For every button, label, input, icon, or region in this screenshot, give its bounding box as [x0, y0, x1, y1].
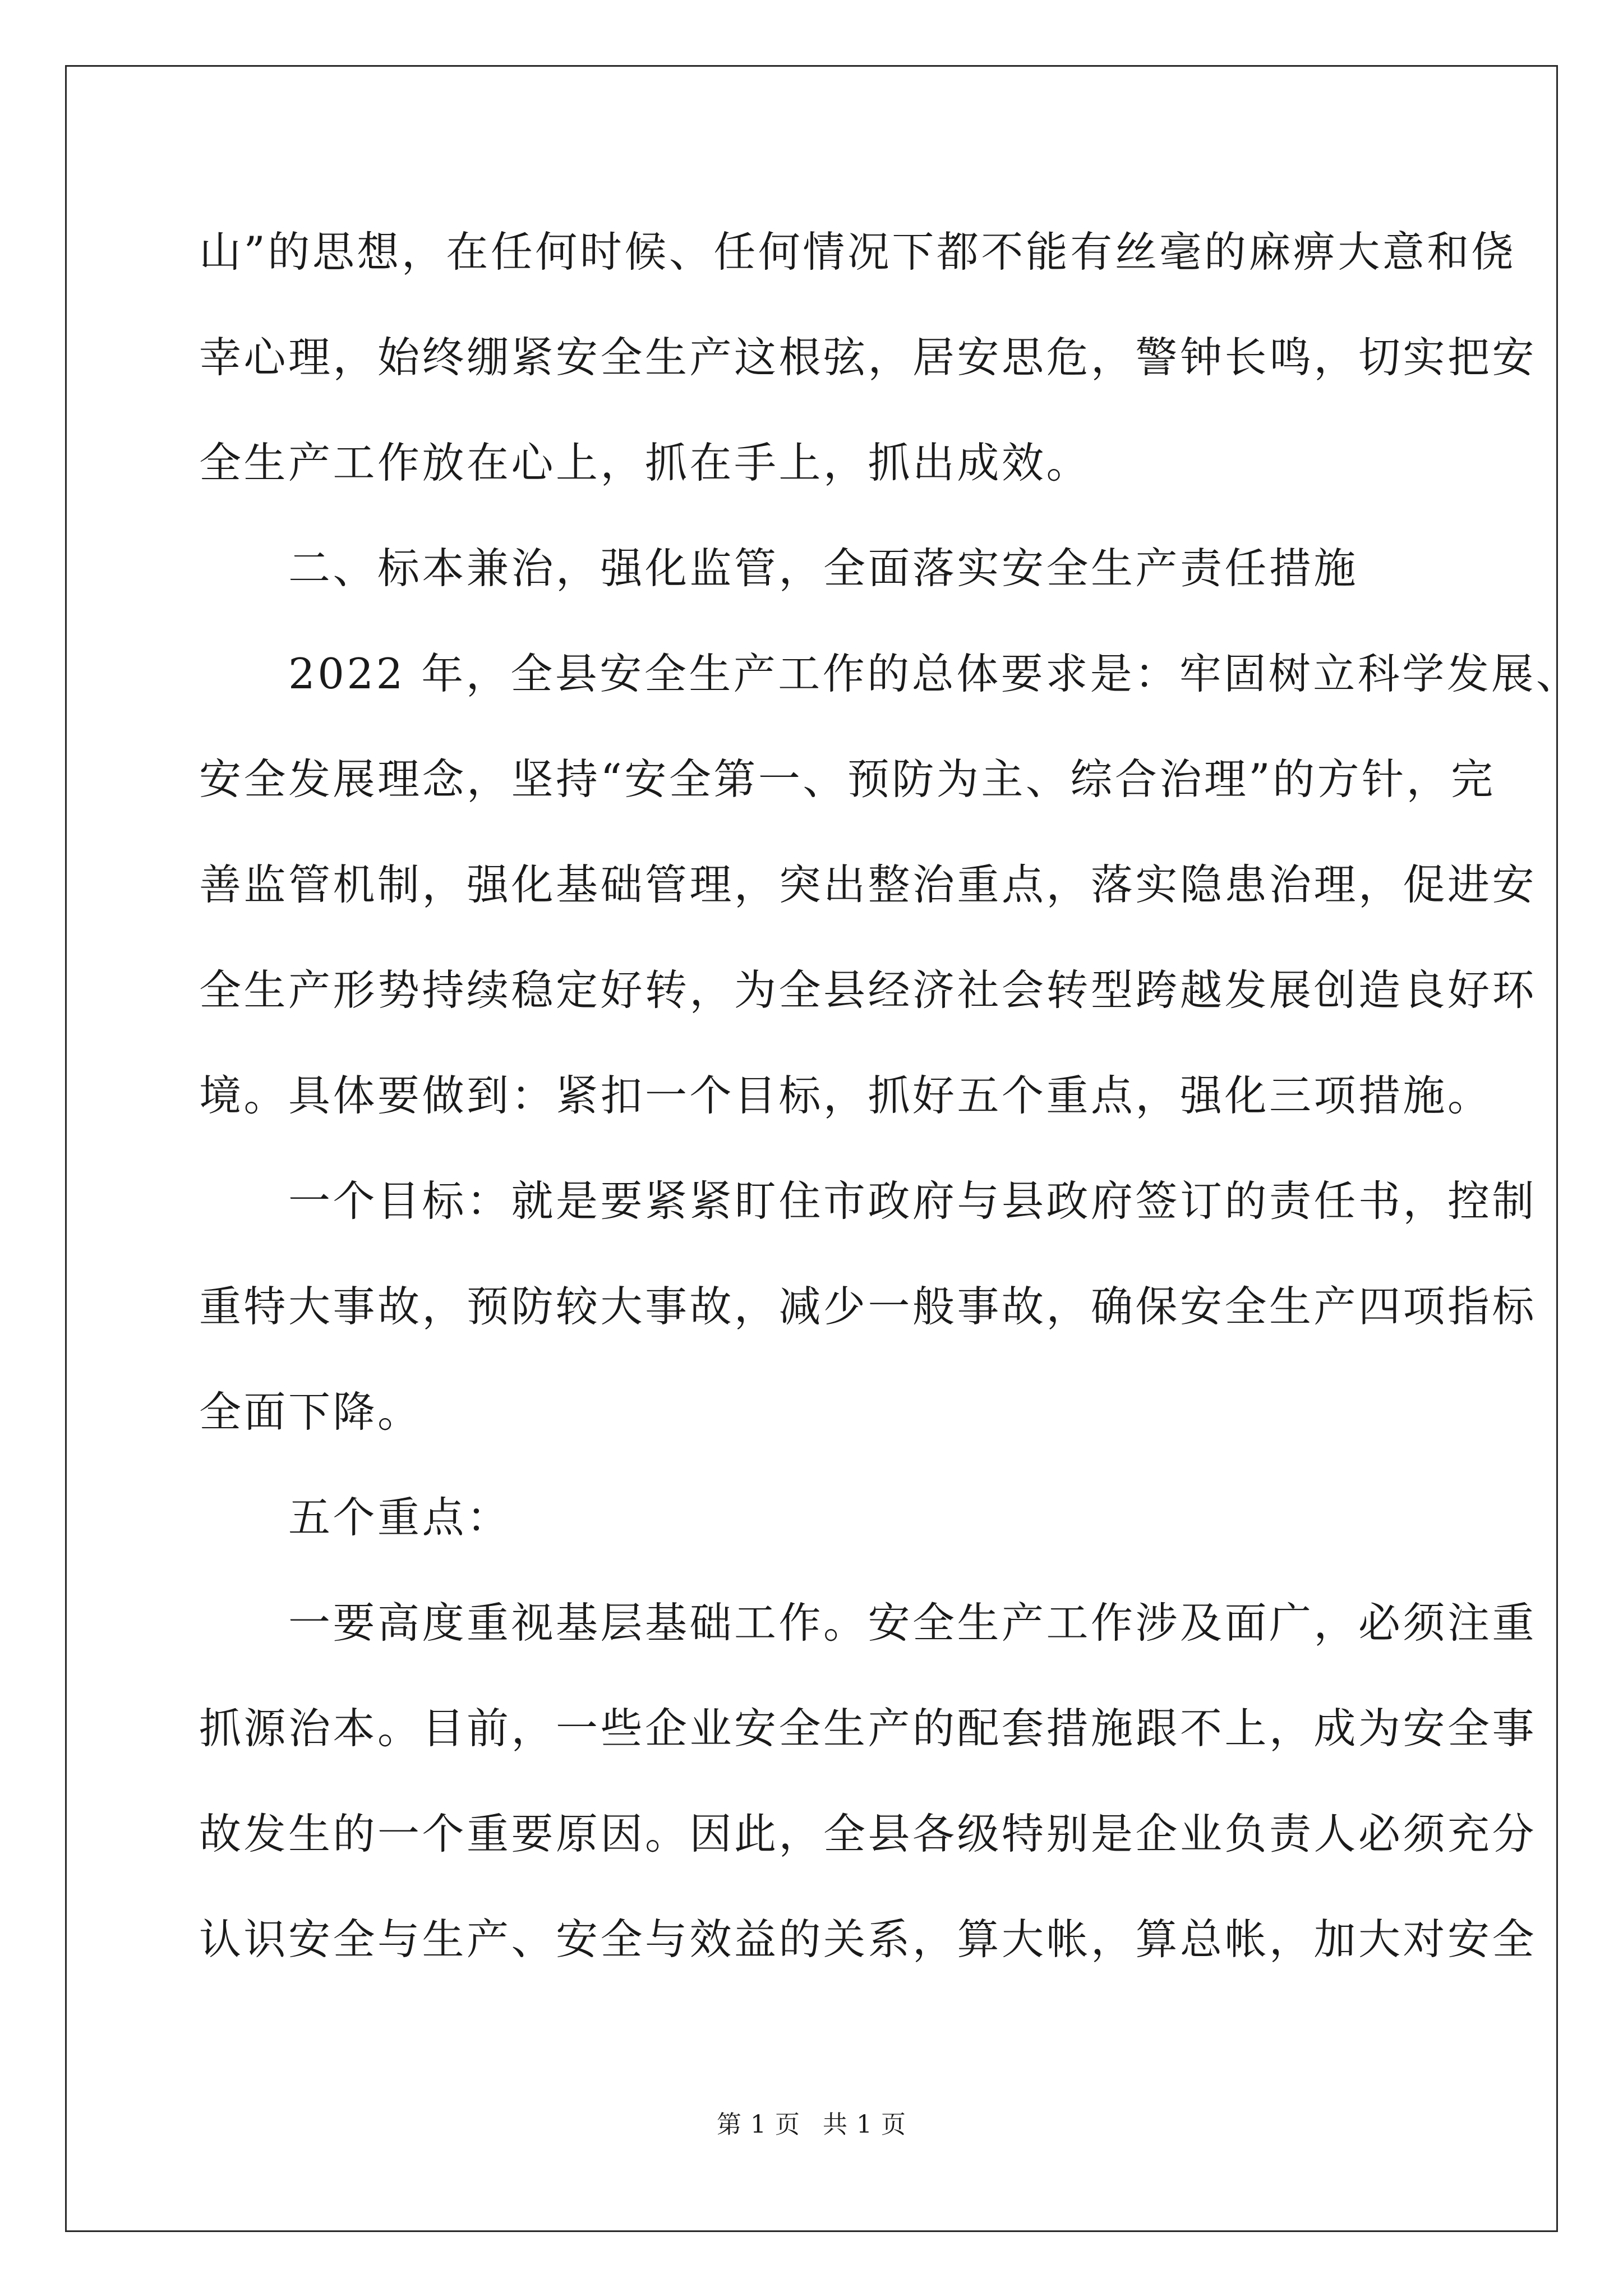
- page-footer: [0, 2108, 1623, 2142]
- text-line: 全生产工作放在心上，抓在手上，抓出成效。: [199, 438, 1091, 487]
- text-line: 五个重点：: [199, 1493, 511, 1542]
- page-total: 共 1 页: [823, 2110, 906, 2139]
- text-line: 重特大事故，预防较大事故，减少一般事故，确保安全生产四项指标: [199, 1282, 1537, 1331]
- text-line: 故发生的一个重要原因。因此，全县各级特别是企业负责人必须充分: [199, 1809, 1537, 1858]
- text-line: 安全发展理念，坚持“安全第一、预防为主、综合治理”的方针，完: [199, 754, 1496, 804]
- section-heading: 二、标本兼治，强化监管，全面落实安全生产责任措施: [199, 544, 1359, 593]
- text-line: 全生产形势持续稳定好转，为全县经济社会转型跨越发展创造良好环: [199, 965, 1537, 1015]
- page-number: 第 1 页: [717, 2110, 800, 2139]
- text-line: 认识安全与生产、安全与效益的关系，算大帐，算总帐，加大对安全: [199, 1915, 1537, 1964]
- text-line: 抓源治本。目前，一些企业安全生产的配套措施跟不上，成为安全事: [199, 1704, 1537, 1753]
- text-line: 一要高度重视基层基础工作。安全生产工作涉及面广，必须注重: [199, 1598, 1537, 1648]
- text-line: 幸心理，始终绷紧安全生产这根弦，居安思危，警钟长鸣，切实把安: [199, 333, 1537, 382]
- text-line: 2022 年，全县安全生产工作的总体要求是：牢固树立科学发展、: [199, 649, 1581, 698]
- text-line: 善监管机制，强化基础管理，突出整治重点，落实隐患治理，促进安: [199, 860, 1537, 909]
- text-line: 境。具体要做到：紧扣一个目标，抓好五个重点，强化三项措施。: [199, 1071, 1492, 1120]
- text-line: 一个目标：就是要紧紧盯住市政府与县政府签订的责任书，控制: [199, 1176, 1537, 1226]
- document-body: [199, 210, 1581, 2003]
- text-line: 全面下降。: [199, 1387, 422, 1437]
- text-line: 山”的思想，在任何时候、任何情况下都不能有丝毫的麻痹大意和侥: [199, 227, 1516, 277]
